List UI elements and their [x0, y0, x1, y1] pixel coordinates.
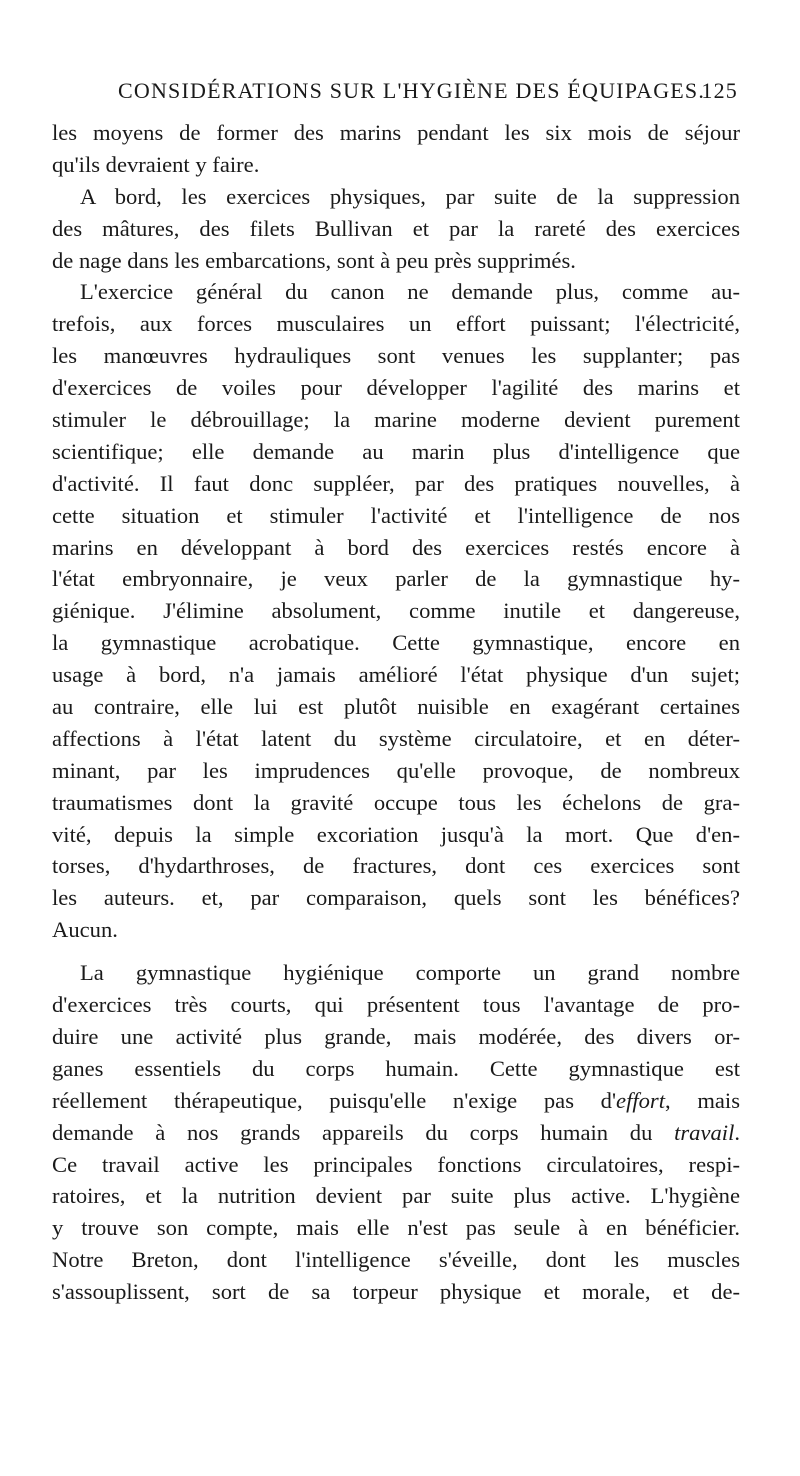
running-head-title: CONSIDÉRATIONS SUR L'HYGIÈNE DES ÉQUIPAGES.	[118, 78, 706, 103]
paragraph-gap	[52, 946, 740, 957]
text-fragment: , mais	[665, 1087, 740, 1113]
text-line: minant, par les imprudences qu'elle provoque, de nombreux	[52, 757, 740, 783]
text-line: au contraire, elle lui est plutôt nuisible en exagérant certaines	[52, 694, 740, 720]
text-line: la gymnastique acrobatique. Cette gymnastique, encore en	[52, 630, 740, 656]
text-fragment: demande à nos grands appareils du corps humain du	[52, 1119, 653, 1145]
text-line: vité, depuis la simple excoriation jusqu'à la mort. Que d'en-	[52, 821, 740, 847]
italic-word: travail	[674, 1119, 735, 1145]
text-line: les auteurs. et, par comparaison, quels sont les bénéfices?	[52, 885, 740, 911]
text-fragment: réellement thérapeutique, puisqu'elle n'exige pas d'	[52, 1087, 617, 1113]
text-line: cette situation et stimuler l'activité et l'intelligence de nos	[52, 502, 740, 528]
text-line: stimuler le débrouillage; la marine moderne devient purement	[52, 407, 740, 433]
text-line: les moyens de former des marins pendant les six mois de séjour	[52, 120, 740, 145]
text-line: torses, d'hydarthroses, de fractures, dont ces exercices sont	[52, 853, 740, 879]
text-line: ratoires, et la nutrition devient par suite plus active. L'hygiène	[52, 1183, 740, 1209]
text-line: de nage dans les embarcations, sont à peu près supprimés.	[52, 247, 576, 273]
text-line: Aucun.	[52, 917, 118, 943]
text-line	[52, 1085, 740, 1117]
text-line: trefois, aux forces musculaires un effort puissant; l'électricité,	[52, 311, 740, 337]
text-line: scientifique; elle demande au marin plus d'intelligence que	[52, 438, 740, 464]
text-line: d'exercices très courts, qui présentent tous l'avantage de pro-	[52, 992, 740, 1018]
text-line: L'exercice général du canon ne demande plus, comme au-	[80, 279, 740, 305]
text-line: s'assouplissent, sort de sa torpeur physique et morale, et de-	[52, 1279, 740, 1305]
text-line: duire une activité plus grande, mais modérée, des divers or-	[52, 1023, 740, 1049]
paragraph	[52, 957, 740, 1308]
text-line: les manœuvres hydrauliques sont venues les supplanter; pas	[52, 343, 740, 369]
text-line: des mâtures, des filets Bullivan et par la rareté des exercices	[52, 215, 740, 241]
text-line: y trouve son compte, mais elle n'est pas seule à en bénéficier.	[52, 1215, 740, 1241]
text-line: Ce travail active les principales fonctions circulatoires, respi-	[52, 1151, 740, 1177]
text-line: marins en développant à bord des exercices restés encore à	[52, 534, 740, 560]
text-line: usage à bord, n'a jamais amélioré l'état physique d'un sujet;	[52, 662, 740, 688]
body-text	[52, 117, 740, 1308]
text-line: l'état embryonnaire, je veux parler de la gymnastique hy-	[52, 566, 740, 592]
italic-word: effort	[616, 1087, 665, 1113]
paragraph	[52, 117, 740, 181]
text-line: Notre Breton, dont l'intelligence s'éveille, dont les muscles	[52, 1247, 740, 1273]
text-line: d'activité. Il faut donc suppléer, par des pratiques nouvelles, à	[52, 470, 740, 496]
page-number: 125	[701, 78, 738, 103]
text-line: giénique. J'élimine absolument, comme inutile et dangereuse,	[52, 598, 740, 624]
text-line: traumatismes dont la gravité occupe tous les échelons de gra-	[52, 789, 740, 815]
text-line	[52, 1117, 740, 1149]
text-line: d'exercices de voiles pour développer l'agilité des marins et	[52, 375, 740, 401]
paragraph	[52, 181, 740, 277]
text-fragment: .	[734, 1119, 740, 1145]
text-line: La gymnastique hygiénique comporte un grand nombre	[80, 960, 740, 986]
text-line: ganes essentiels du corps humain. Cette gymnastique est	[52, 1055, 740, 1081]
paragraph	[52, 276, 740, 946]
text-line: affections à l'état latent du système circulatoire, et en déter-	[52, 725, 740, 751]
running-head	[118, 78, 738, 108]
text-line: qu'ils devraient y faire.	[52, 151, 260, 177]
text-line: A bord, les exercices physiques, par suite de la suppression	[80, 183, 740, 209]
